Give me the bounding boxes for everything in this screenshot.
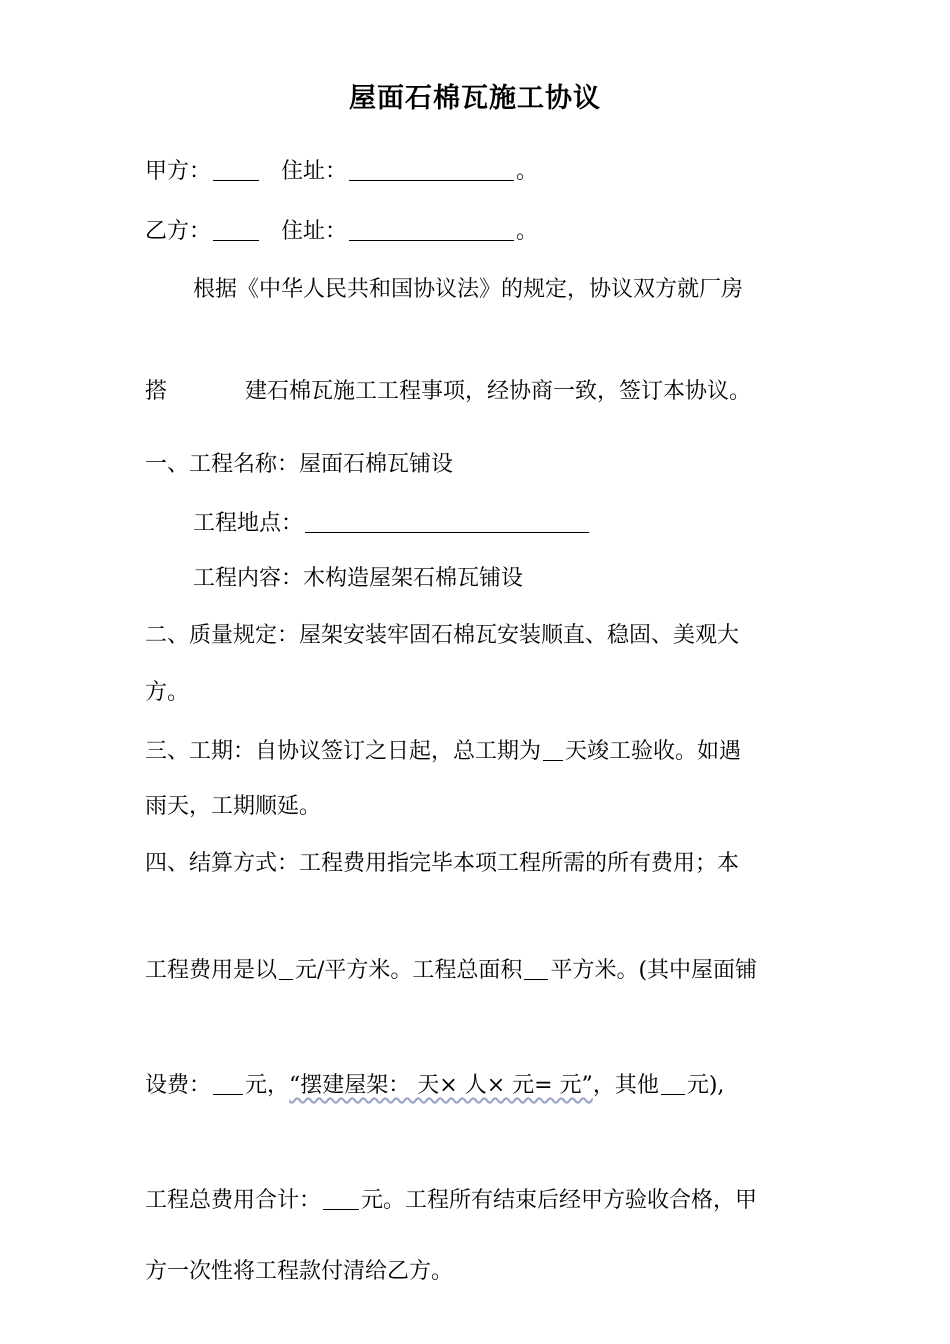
section-3-line-2: 雨天，工期顺延。 (145, 794, 322, 819)
section-3-text-b: 天竣工验收。如遇 (565, 739, 742, 764)
section-4-line-3 (145, 1069, 724, 1101)
unit-price-blank[interactable] (279, 957, 293, 980)
section-4-total-label: 工程总费用合计： (145, 1188, 322, 1213)
party-b-address-label: 住址： (281, 219, 348, 244)
section-4-line-1: 四、结算方式：工程费用指完毕本项工程所需的所有费用；本 (145, 851, 740, 876)
section-2-line-1: 二、质量规定：屋架安装牢固石棉瓦安装顺直、稳固、美观大 (145, 623, 740, 648)
section-4-text-c: 平方米。(其中屋面铺 (550, 958, 758, 983)
party-a-name-blank[interactable] (213, 158, 259, 181)
party-b-label: 乙方： (145, 219, 212, 244)
document-title: 屋面石棉瓦施工协议 (349, 83, 601, 114)
party-b-line (145, 215, 538, 247)
section-4-text-b: 元/平方米。工程总面积 (295, 958, 523, 983)
section-4-text-e: ，其他 (592, 1073, 659, 1098)
roof-fee-blank[interactable] (213, 1072, 243, 1095)
intro-line-1: 根据《中华人民共和国协议法》的规定，协议双方就厂房 (193, 277, 744, 302)
party-b-address-blank[interactable] (349, 218, 514, 241)
location-blank[interactable] (305, 510, 589, 533)
other-fee-blank[interactable] (661, 1072, 685, 1095)
section-4-text-a: 工程费用是以 (145, 958, 278, 983)
party-b-name-blank[interactable] (213, 218, 259, 241)
section-1-heading: 一、工程名称：屋面石棉瓦铺设 (145, 452, 454, 477)
section-4-text-d: 元， (245, 1073, 290, 1098)
party-b-end: 。 (516, 219, 539, 244)
section-4-text-f: 元), (686, 1073, 725, 1098)
section-4-line-5: 方一次性将工程款付清给乙方。 (145, 1259, 454, 1284)
intro-line-2 (145, 377, 751, 407)
section-1-content: 工程内容：木构造屋架石棉瓦铺设 (193, 566, 524, 591)
party-a-line (145, 155, 538, 187)
section-4-line-4 (145, 1184, 757, 1216)
section-4-text-g: 元。工程所有结束后经甲方验收合格，甲 (361, 1188, 758, 1213)
party-a-label: 甲方： (145, 159, 212, 184)
frame-building-formula: “摆建屋架： 天× 人× 元= 元” (289, 1073, 593, 1098)
total-area-blank[interactable] (524, 957, 548, 980)
intro-line-2-rest: 建石棉瓦施工工程事项，经协商一致，签订本协议。 (245, 379, 752, 404)
section-4-fee-label: 设费： (145, 1073, 212, 1098)
section-1-location (193, 507, 591, 539)
section-2-line-2: 方。 (145, 680, 190, 705)
party-a-address-label: 住址： (281, 159, 348, 184)
intro-line-2-start: 搭 (145, 379, 168, 404)
section-4-line-2 (145, 954, 757, 986)
party-a-address-blank[interactable] (349, 158, 514, 181)
duration-blank[interactable] (543, 738, 563, 761)
section-3-line-1 (145, 735, 741, 767)
party-a-end: 。 (516, 159, 539, 184)
location-label: 工程地点： (193, 511, 304, 536)
total-fee-blank[interactable] (323, 1187, 359, 1210)
section-3-text-a: 三、工期：自协议签订之日起，总工期为 (145, 739, 542, 764)
